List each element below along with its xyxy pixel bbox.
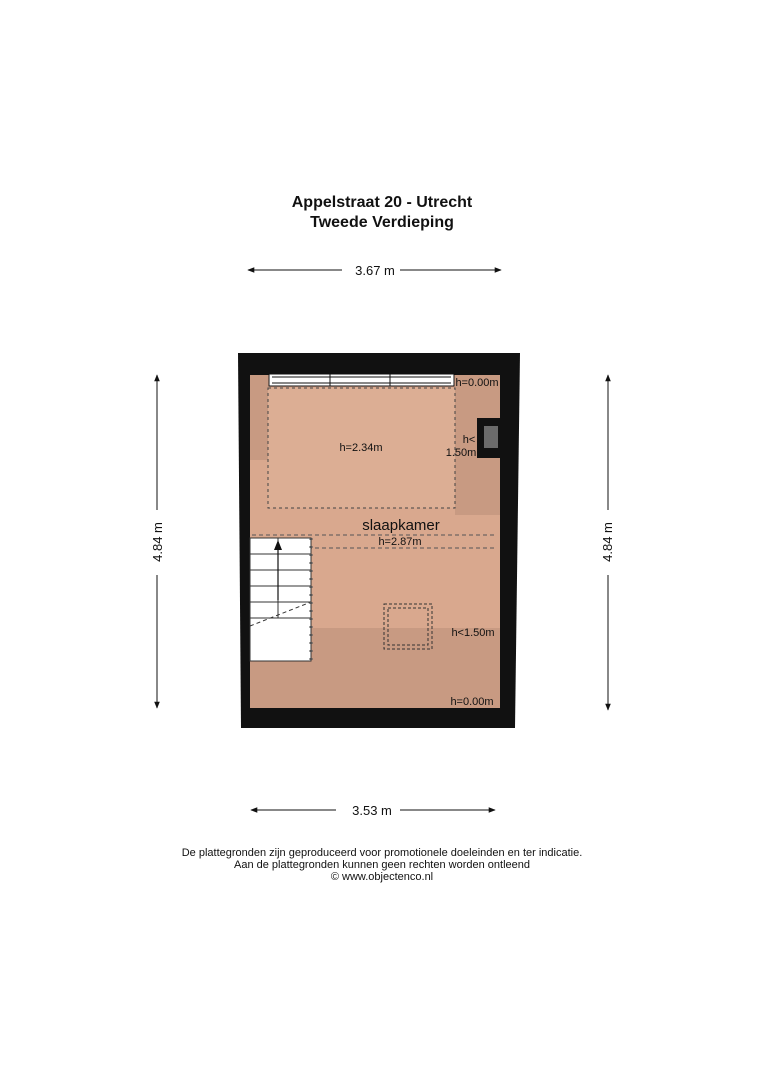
dimension-bottom — [251, 803, 495, 818]
bottom-right-height-label: h=0.00m — [450, 696, 494, 708]
floor-name: Tweede Verdieping — [310, 214, 454, 231]
dimension-right-label: 4.84 m — [600, 522, 615, 562]
chimney — [477, 418, 501, 458]
room-ceiling-height: h=2.87m — [378, 536, 422, 548]
staircase — [250, 538, 311, 661]
dimension-top-label: 3.67 m — [355, 263, 395, 278]
plan-title: Appelstraat 20 - Utrecht — [291, 194, 473, 211]
room-name: slaapkamer — [362, 517, 440, 534]
disclaimer-line-2: Aan de plattegronden kunnen geen rechten worden ontleend — [233, 859, 530, 871]
dormer-height-label: h=2.34m — [339, 442, 383, 454]
disclaimer-line-1: De plattegronden zijn geproduceerd voor promotionele doeleinden en ter indicatie. — [181, 847, 583, 859]
dimension-top — [248, 263, 501, 278]
dimension-right — [600, 375, 615, 710]
top-right-height-label: h=0.00m — [455, 377, 499, 389]
chimney-height-label-2: 1.50m — [445, 447, 477, 459]
dimension-left — [150, 375, 165, 708]
dimension-left-label: 4.84 m — [150, 522, 165, 562]
skylight-side-height-label: h<1.50m — [451, 627, 495, 639]
copyright-link[interactable]: © www.objectenco.nl — [330, 871, 434, 883]
dormer-window — [269, 374, 454, 386]
chimney-height-label-1: h< — [462, 434, 476, 446]
dimension-bottom-label: 3.53 m — [352, 803, 392, 818]
low-zone-left — [250, 375, 268, 460]
